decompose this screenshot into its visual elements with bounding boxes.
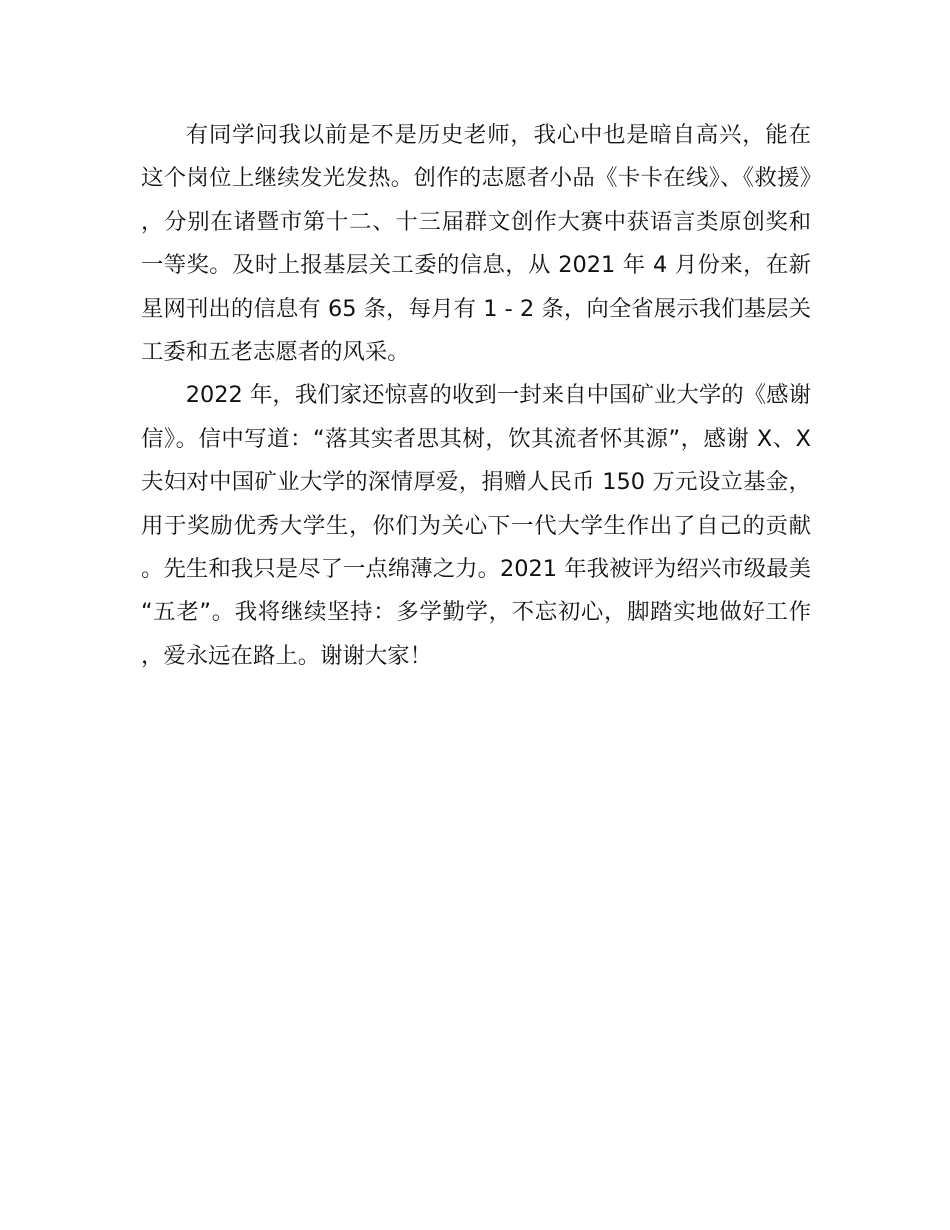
paragraph-2: 2022 年，我们家还惊喜的收到一封来自中国矿业大学的《感谢信》。信中写道：“落其实者思其树，饮其流者怀其源”，感谢 X、X 夫妇对中国矿业大学的深情厚爱，捐赠人民币 150 万元设立基金，用于奖励优秀大学生，你们为关心下一代大学生作出了自己的贡献。先生和我只是尽了一点绵薄之力。2021 年我被评为绍兴市级最美“五老”。我将继续坚持：多学勤学，不忘初心，脚踏实地做好工作，爱永远在路上。谢谢大家！ [141, 382, 811, 669]
paragraph-1: 有同学问我以前是不是历史老师，我心中也是暗自高兴，能在这个岗位上继续发光发热。创作的志愿者小品《卡卡在线》、《救援》，分别在诸暨市第十二、十三届群文创作大赛中获语言类原创奖和一等奖。及时上报基层关工委的信息，从 2021 年 4 月份来，在新星网刊出的信息有 65 条，每月有 1 - 2 条，向全省展示我们基层关工委和五老志愿者的风采。 [141, 122, 811, 366]
document-body [141, 114, 811, 678]
